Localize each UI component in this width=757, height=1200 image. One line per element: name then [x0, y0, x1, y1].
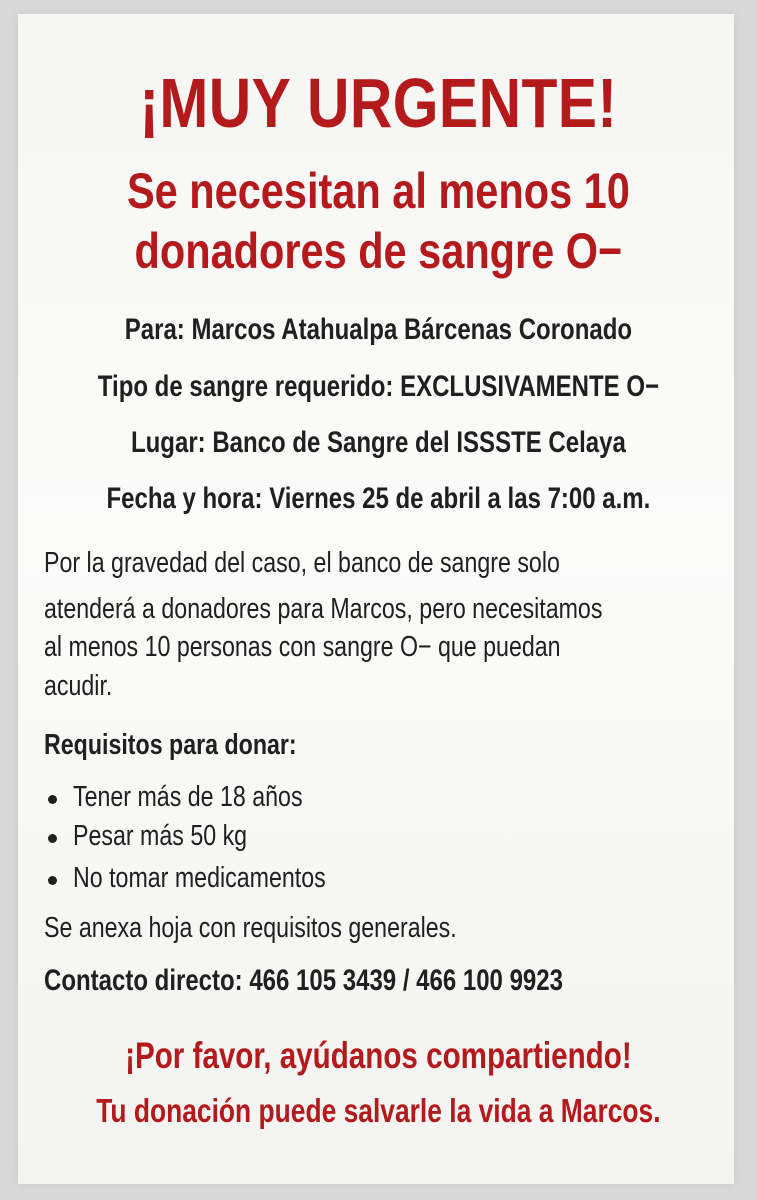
subheadline-line-1: Se necesitan al menos 10: [126, 163, 630, 219]
requirement-item: Pesar más 50 kg: [73, 820, 248, 852]
paragraph-line: acudir.: [44, 670, 113, 702]
share-plea: ¡Por favor, ayúdanos compartiendo!: [125, 1035, 632, 1076]
paragraph-line: al menos 10 personas con sangre O− que puedan: [44, 631, 561, 663]
bullet-icon: [48, 795, 57, 804]
patient-name: Para: Marcos Atahualpa Bárcenas Coronado: [124, 313, 633, 346]
contact-phones: Contacto directo: 466 105 3439 / 466 100 9923: [44, 964, 563, 997]
annex-note: Se anexa hoja con requisitos generales.: [44, 912, 457, 944]
date-and-time: Fecha y hora: Viernes 25 de abril a las 7:00 a.m.: [106, 482, 651, 515]
bullet-icon: [48, 834, 57, 843]
subheadline-line-2: donadores de sangre O−: [134, 223, 623, 279]
paragraph-line: atenderá a donadores para Marcos, pero necesitamos: [44, 593, 603, 625]
requirement-item: Tener más de 18 años: [73, 781, 303, 813]
bullet-icon: [48, 876, 57, 885]
closing-message: Tu donación puede salvarle la vida a Marcos.: [96, 1092, 661, 1129]
paragraph-line: Por la gravedad del caso, el banco de sangre solo: [44, 547, 560, 579]
requirement-item: No tomar medicamentos: [73, 862, 326, 894]
requirements-heading: Requisitos para donar:: [44, 729, 297, 761]
donation-place: Lugar: Banco de Sangre del ISSSTE Celaya: [130, 426, 626, 459]
blood-type-required: Tipo de sangre requerido: EXCLUSIVAMENTE O−: [97, 370, 660, 403]
headline: ¡MUY URGENTE!: [139, 64, 618, 142]
